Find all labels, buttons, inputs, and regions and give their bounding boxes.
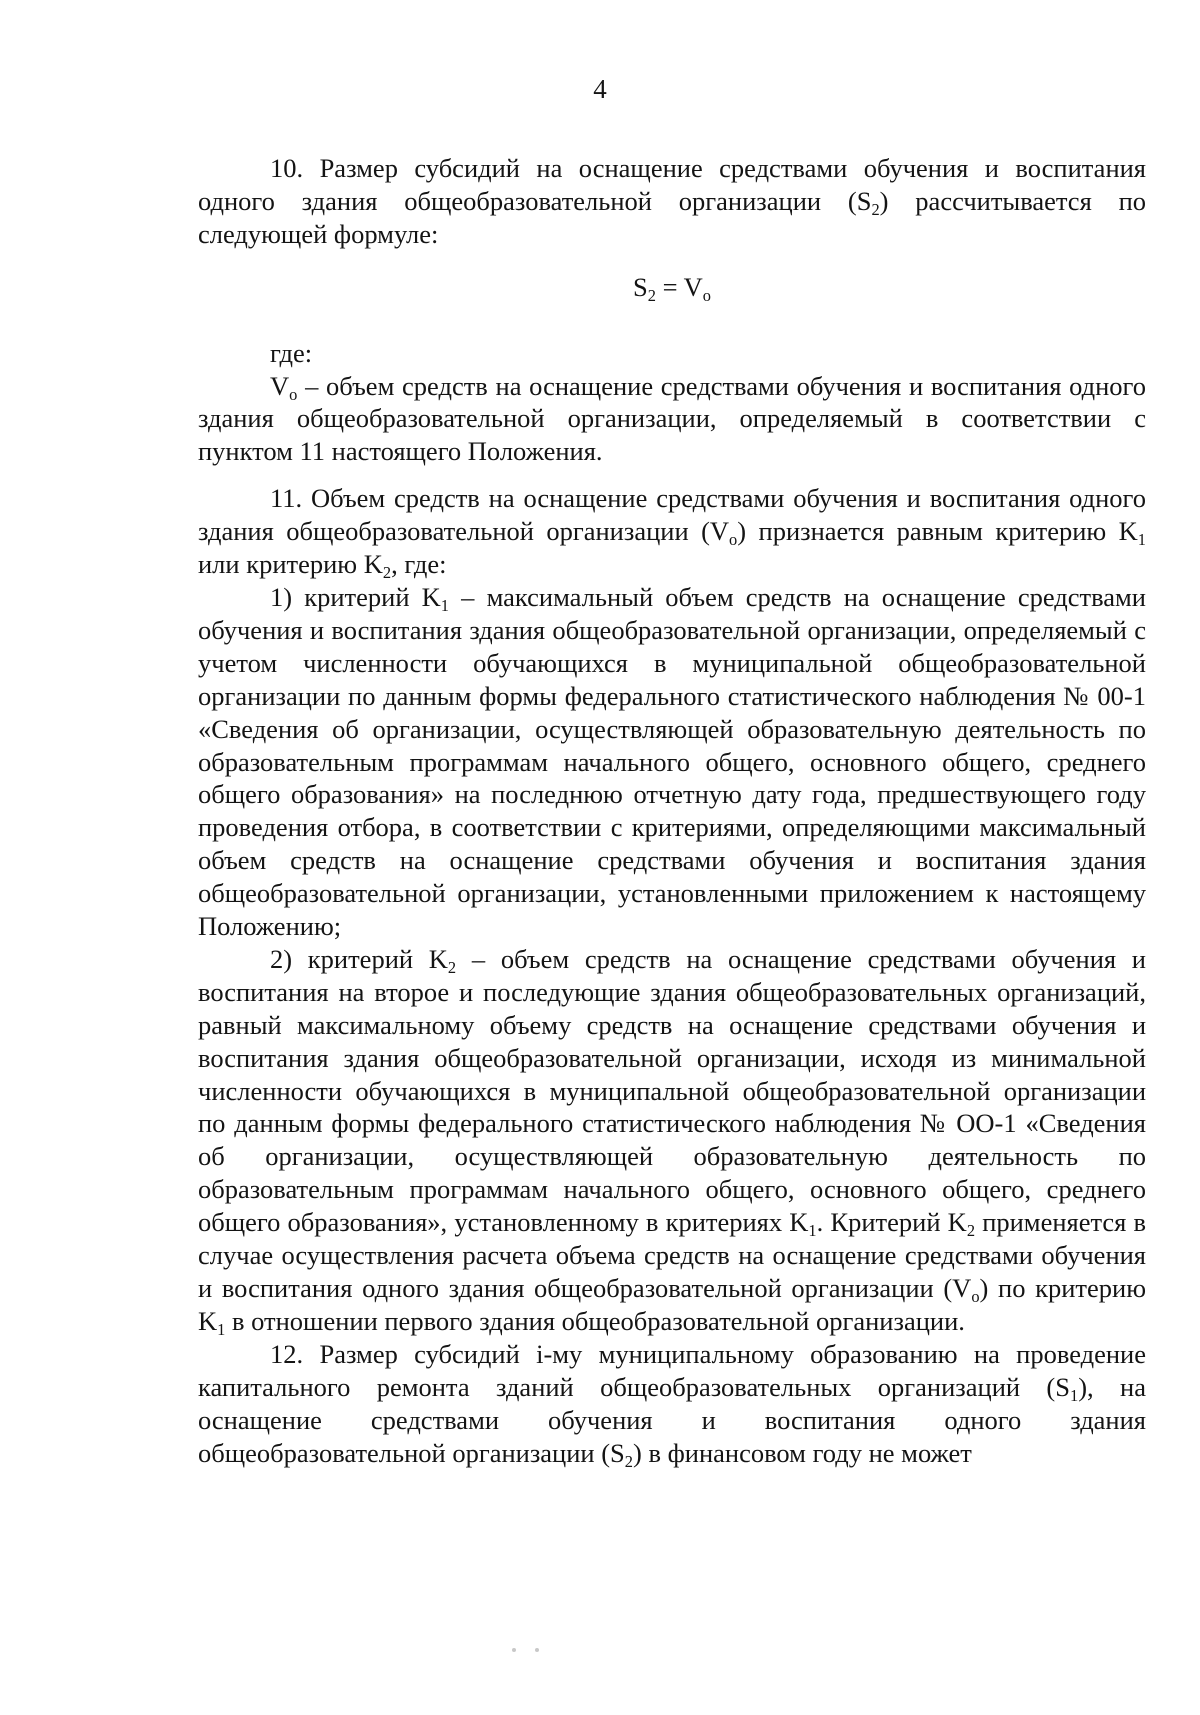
formula-lhs: S (632, 271, 648, 302)
subscript: о (702, 285, 712, 305)
subscript: о (289, 384, 298, 404)
paragraph-10-tail: ) рассчитывается по следующей формуле: (198, 185, 1146, 249)
paragraph-12-mid: ), на оснащение средствами обучения и воспитания одного здания общеобразовательной организации (S (198, 1371, 1146, 1468)
paragraph-11 (198, 482, 1146, 581)
vo-symbol: V (270, 370, 290, 401)
criterion-k1-text: – максимальный объем средств на оснащение средствами обучения и воспитания здания общеобразовательной организации, определяемый с учетом численности обучающихся в муниципальной общеобразовательной организации по данным формы федерального статистического наблюдения № 00-1 «Сведения об организации, осуществляющей образовательную деятельность по образовательным программам начального общего, основного общего, среднего общего образования» на последнюю отчетную дату года, предшествующего году проведения отбора, в соответствии с критериями, определяющими максимальный объем средств на оснащение средствами обучения и воспитания здания общеобразовательной организации, установленными приложением к настоящему Положению; (198, 581, 1146, 942)
criterion-k1-item (198, 581, 1146, 943)
criterion-k2-text: – объем средств на оснащение средствами обучения и воспитания на второе и последующие здания общеобразовательных организаций, равный максимальному объему средств на оснащение средствами обучения и воспитания здания общеобразовательной организации, исходя из минимальной численности обучающихся в муниципальной общеобразовательной организации по данным формы федерального статистического наблюдения № ОО-1 «Сведения об организации, осуществляющей образовательную деятельность по образовательным программам начального общего, основного общего, среднего общего образования», установленному в критериях K (198, 943, 1146, 1238)
subscript: 1 (440, 595, 450, 615)
paragraph-10 (198, 152, 1146, 251)
formula-equals: = V (655, 271, 703, 302)
where-label: где: (270, 337, 313, 368)
vo-definition-text: – объем средств на оснащение средствами обучения и воспитания одного здания общеобразовательной организации, определяемый в соответствии с пунктом 11 настоящего Положения. (198, 370, 1146, 467)
scan-speck (535, 1648, 539, 1652)
paragraph-11-mid2: или критерию K (198, 549, 383, 580)
subscript: о (729, 530, 738, 550)
subscript: 2 (871, 199, 880, 219)
paragraph-12 (198, 1338, 1146, 1470)
scan-speck (512, 1648, 516, 1652)
criterion-k2-item (198, 943, 1146, 1338)
criterion-k1-lead: 1) критерий K (270, 581, 441, 612)
subscript: 1 (1137, 530, 1146, 550)
paragraph-12-tail: ) в финансовом году не может (633, 1437, 972, 1468)
subscript: 2 (647, 285, 656, 305)
criterion-k2-text: . Критерий K (816, 1207, 967, 1238)
subscript: о (971, 1286, 980, 1306)
subscript: 1 (808, 1221, 817, 1241)
document-body (198, 152, 1146, 1469)
criterion-k2-text: применяется в случае осуществления расчета объема средств на оснащение средствами обучения и воспитания одного здания общеобразовательной организации (V (198, 1207, 1147, 1303)
vo-definition (198, 370, 1146, 469)
subscript: 2 (624, 1451, 634, 1471)
subscript: 2 (382, 562, 392, 582)
paragraph-11-mid: ) признается равным критерию K (737, 516, 1138, 547)
criterion-k2-text: ) по критерию K (198, 1273, 1147, 1336)
criterion-k2-lead: 2) критерий K (270, 943, 448, 974)
criterion-k2-text: в отношении первого здания общеобразовательной организации. (225, 1305, 965, 1336)
paragraph-12-lead: 12. Размер субсидий i-му муниципальному образованию на проведение капитального ремонта зданий общеобразовательных организаций (S (198, 1338, 1146, 1402)
subscript: 2 (966, 1221, 976, 1241)
formula-s2 (198, 271, 1146, 304)
subscript: 1 (217, 1319, 226, 1339)
page-number: 4 (593, 74, 607, 104)
paragraph-11-tail: , где: (391, 549, 447, 580)
paragraph-10-lead: 10. Размер субсидий на оснащение средствами обучения и воспитания одного здания общеобразовательной организации (S (198, 153, 1146, 216)
subscript: 2 (447, 957, 457, 977)
subscript: 1 (1070, 1385, 1079, 1405)
paragraph-11-lead: 11. Объем средств на оснащение средствами обучения и воспитания одного здания общеобразовательной организации (V (198, 483, 1146, 547)
